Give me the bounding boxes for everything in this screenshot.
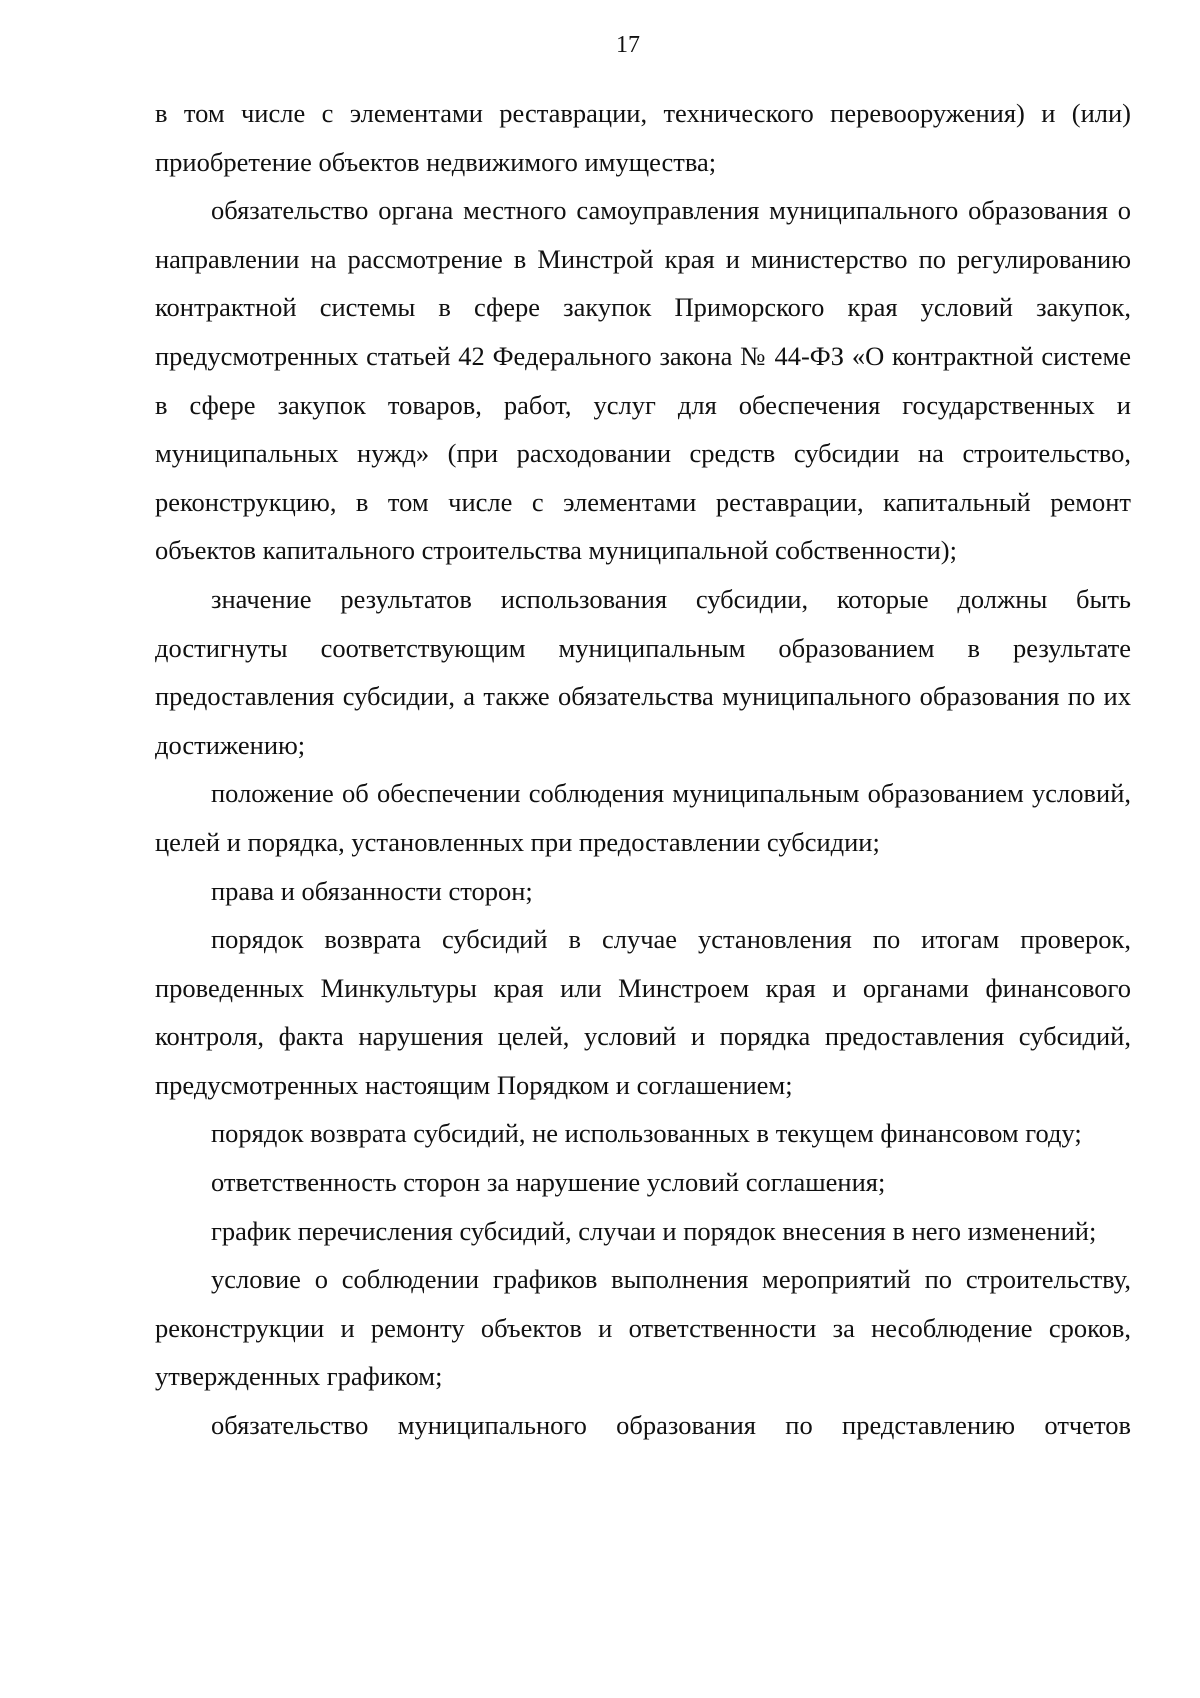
paragraph-4: положение об обеспечении соблюдения муниципальным образованием условий, целей и порядка, установленных при предоставлении субсидии; xyxy=(155,778,1131,857)
paragraph-1: в том числе с элементами реставрации, технического перевооружения) и (или) приобретение объектов недвижимого имущества; xyxy=(155,98,1131,177)
paragraph-9: график перечисления субсидий, случаи и порядок внесения в него изменений; xyxy=(211,1215,1097,1246)
paragraph-10: условие о соблюдении графиков выполнения мероприятий по строительству, реконструкции и ремонту объектов и ответственности за несоблюдение сроков, утвержденных графиком; xyxy=(155,1264,1131,1392)
page-number: 17 xyxy=(616,32,640,58)
document-body xyxy=(155,89,1131,1450)
paragraph-5: права и обязанности сторон; xyxy=(211,875,533,906)
paragraph-11: обязательство муниципального образования по представлению отчетов xyxy=(211,1410,1131,1441)
paragraph-7: порядок возврата субсидий, не использованных в текущем финансовом году; xyxy=(211,1118,1082,1149)
paragraph-8: ответственность сторон за нарушение условий соглашения; xyxy=(211,1167,886,1198)
paragraph-3: значение результатов использования субсидии, которые должны быть достигнуты соответствующим муниципальным образованием в результате предоставления субсидии, а также обязательства муниципального образования по их достижению; xyxy=(155,583,1131,760)
paragraph-2: обязательство органа местного самоуправления муниципального образования о направлении на рассмотрение в Минстрой края и министерство по регулированию контрактной системы в сфере закупок Приморского края условий закупок, предусмотренных статьей 42 Федерального закона № 44-ФЗ «О контрактной системе в сфере закупок товаров, работ, услуг для обеспечения государственных и муниципальных нужд» (при расходовании средств субсидии на строительство, реконструкцию, в том числе с элементами реставрации, капитальный ремонт объектов капитального строительства муниципальной собственности); xyxy=(155,195,1131,566)
paragraph-6: порядок возврата субсидий в случае установления по итогам проверок, проведенных Минкультуры края или Минстроем края и органами финансового контроля, факта нарушения целей, условий и порядка предоставления субсидий, предусмотренных настоящим Порядком и соглашением; xyxy=(155,924,1131,1100)
